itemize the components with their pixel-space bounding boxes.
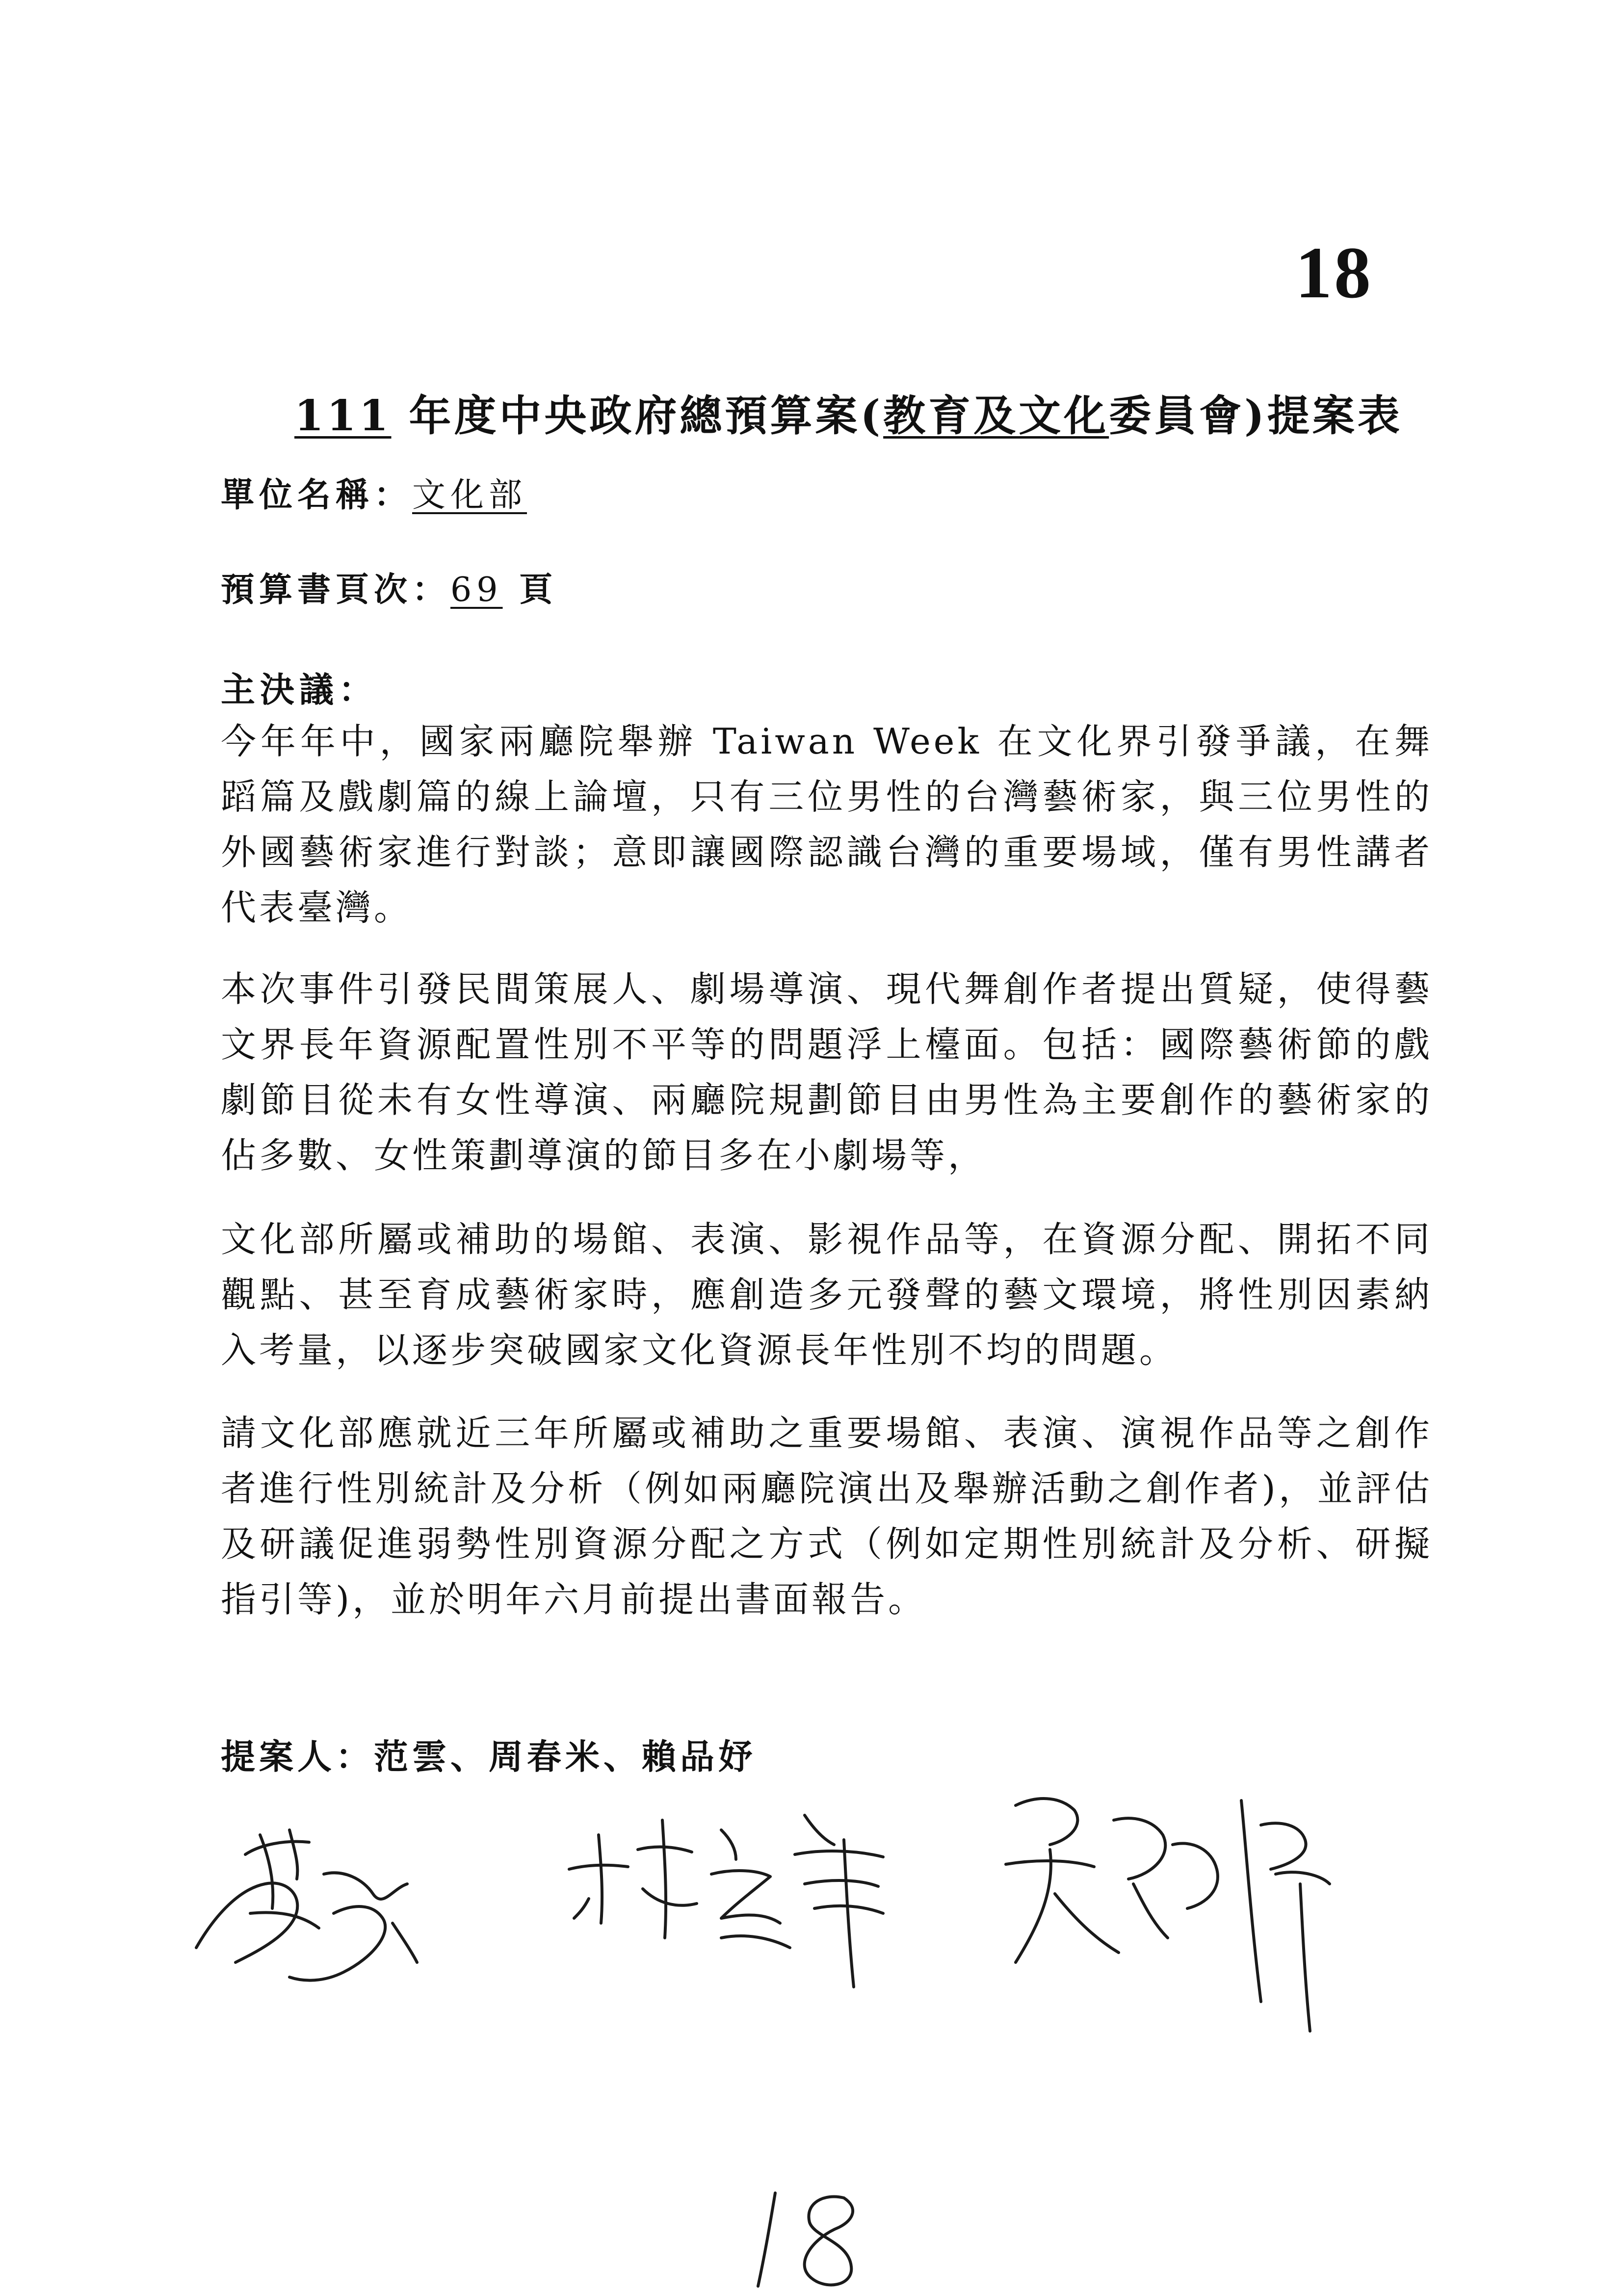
paragraph-4: 請文化部應就近三年所屬或補助之重要場館、表演、演視作品等之創作者進行性別統計及分析（例如兩廳院演出及舉辦活動之創作者)，並評估及研議促進弱勢性別資源分配之方式（例如定期性別統計及分析、研擬指引等)，並於明年六月前提出書面報告。 <box>221 1412 1433 1620</box>
title-committee: 教育及文化 <box>883 391 1109 441</box>
paragraph-2: 本次事件引發民間策展人、劇場導演、現代舞創作者提出質疑，使得藝文界長年資源配置性別不平等的問題浮上檯面。包括：國際藝術節的戲劇節目從未有女性導演、兩廳院規劃節目由男性為主要創作的藝術家的佔多數、女性策劃導演的節目多在小劇場等， <box>221 968 1433 1176</box>
budget-page-value: 69 <box>450 571 503 609</box>
unit-field <box>221 469 527 516</box>
unit-value: 文化部 <box>412 476 527 515</box>
budget-page-label: 預算書頁次： <box>221 570 451 609</box>
resolution-heading: 主決議： <box>221 669 378 710</box>
page-number: 18 <box>1295 232 1373 313</box>
budget-page-unit: 頁 <box>502 570 558 609</box>
budget-page-field <box>221 563 557 611</box>
paragraph-3: 文化部所屬或補助的場館、表演、影視作品等，在資源分配、開拓不同觀點、甚至育成藝術家時，應創造多元發聲的藝文環境，將性別因素納入考量，以逐步突破國家文化資源長年性別不均的問題。 <box>221 1219 1433 1371</box>
signature-3 <box>986 1776 1349 2041</box>
title-year: 111 <box>294 391 392 441</box>
proposers-line: 提案人：范雲、周春米、賴品妤 <box>221 1736 757 1777</box>
signature-1 <box>186 1815 442 1992</box>
document-title <box>294 382 1403 443</box>
title-part-2: 委員會)提案表 <box>1109 391 1403 441</box>
title-part-1: 年度中央政府總預算案( <box>391 391 884 441</box>
paragraph-1: 今年年中，國家兩廳院舉辦 Taiwan Week 在文化界引發爭議，在舞蹈篇及戲劇篇的線上論壇，只有三位男性的台灣藝術家，與三位男性的外國藝術家進行對談；意即讓國際認識台灣的重要場域，僅有男性講者代表臺灣。 <box>221 721 1433 928</box>
unit-label: 單位名稱： <box>221 475 413 515</box>
signature-2 <box>559 1791 913 1997</box>
handwritten-page-number <box>736 2183 883 2296</box>
